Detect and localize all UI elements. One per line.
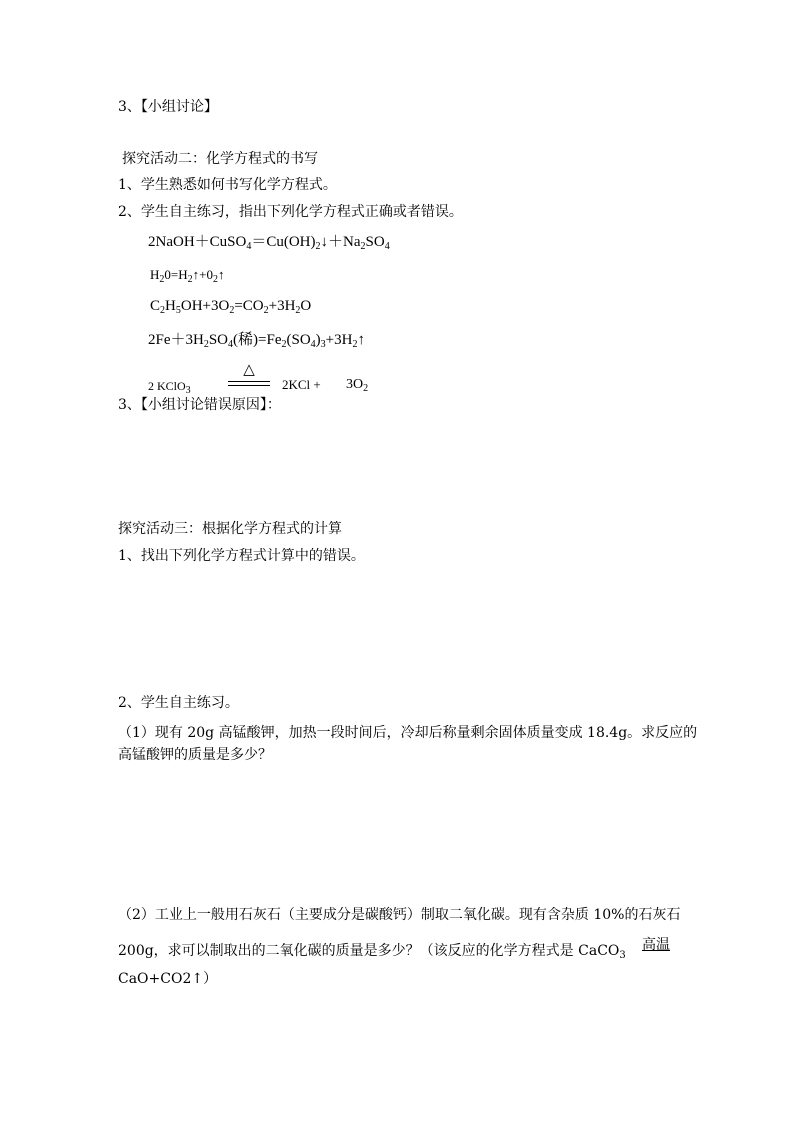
error-discussion-heading: 3、【小组讨论错误原因】： (118, 397, 281, 413)
reaction-equals-sign (228, 381, 270, 386)
equation-5-rhs: 2KCl + (282, 377, 321, 392)
heating-condition-symbol: △ (243, 360, 255, 378)
equation-5-oxygen: $3O_2$ (346, 377, 369, 394)
question-2-line-3: CaO+CO2↑） (118, 971, 218, 987)
activity-three-item-2: 2、学生自主练习。 (118, 695, 239, 711)
question-1-line-2: 高锰酸钾的质量是多少？ (118, 747, 272, 763)
equation-2: $H_20=H_2↑+0_2↑$ (150, 267, 225, 285)
question-2-line-1: （2）工业上一般用石灰石（主要成分是碳酸钙）制取二氧化碳。现有含杂质 10%的石灰石 (118, 907, 681, 923)
equation-1: $2NaOH+CuSO_4=Cu(OH)_2↓+Na_2SO_4$ (148, 234, 390, 252)
activity-three-item-1: 1、找出下列化学方程式计算中的错误。 (118, 548, 365, 564)
question-2-line-2: 200g，求可以制取出的二氧化碳的质量是多少？（该反应的化学方程式是 CaCO$_3$ (118, 943, 626, 961)
question-1-line-1: （1）现有 20g 高锰酸钾，加热一段时间后，冷却后称量剩余固体质量变成 18.4g。求反应的 (118, 725, 698, 741)
activity-two-item-1: 1、学生熟悉如何书写化学方程式。 (118, 177, 337, 193)
activity-two-item-2: 2、学生自主练习，指出下列化学方程式正确或者错误。 (118, 204, 463, 220)
activity-two-title: 探究活动二：化学方程式的书写 (122, 151, 318, 167)
group-discussion-heading: 3、【小组讨论】 (118, 99, 218, 115)
equation-3: $C_2H_5OH+3O_2=CO_2+3H_2O$ (150, 298, 312, 316)
equation-4: $2Fe+3H_2SO_4$(稀)$=Fe_2(SO_4)_3+3H_2↑$ (148, 332, 365, 350)
equation-5-lhs: 2 KClO$_3$ (148, 379, 191, 396)
activity-three-title: 探究活动三：根据化学方程式的计算 (118, 521, 342, 537)
high-temperature-condition: 高温 (642, 937, 670, 953)
